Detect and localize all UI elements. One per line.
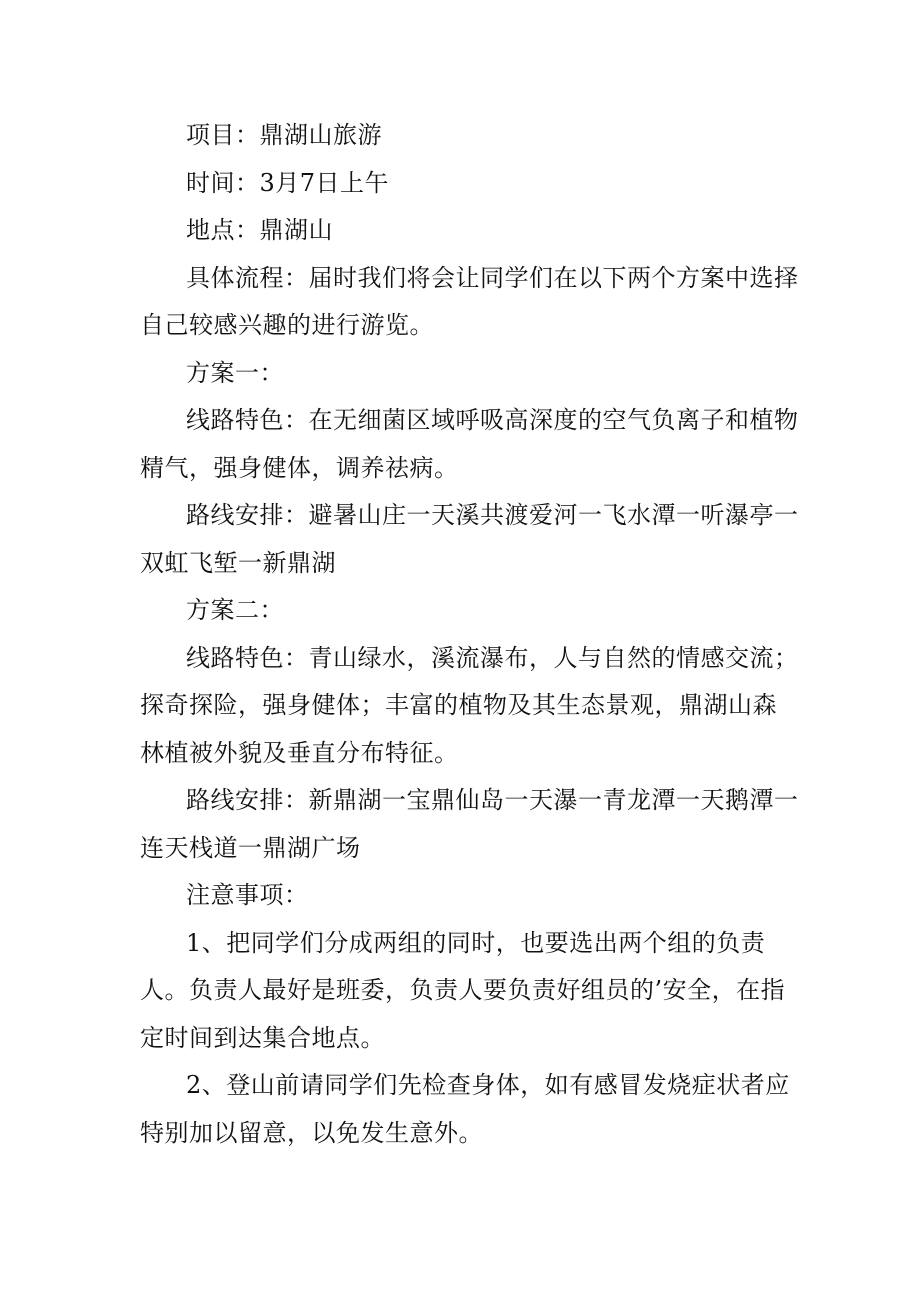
paragraph-process: 具体流程：届时我们将会让同学们在以下两个方案中选择自己较感兴趣的进行游览。 [140, 263, 799, 339]
paragraph-notes-heading: 注意事项： [186, 881, 309, 909]
paragraph-plan-two-route: 路线安排：新鼎湖一宝鼎仙岛一天瀑一青龙潭一天鹅潭一连天栈道一鼎湖广场 [140, 786, 799, 862]
paragraph-location: 地点：鼎湖山 [186, 216, 333, 244]
paragraph-plan-one-route: 路线安排：避暑山庄一天溪共渡爱河一飞水潭一听瀑亭一双虹飞堑一新鼎湖 [140, 501, 799, 577]
paragraph-note-one: 1、把同学们分成两组的同时，也要选出两个组的负责人。负责人最好是班委，负责人要负责好组员的’安全，在指定时间到达集合地点。 [140, 928, 786, 1052]
document-body [140, 112, 800, 1157]
paragraph-plan-one-feature: 线路特色：在无细菌区域呼吸高深度的空气负离子和植物精气，强身健体，调养祛病。 [140, 406, 799, 482]
paragraph-time: 时间：3月7日上午 [186, 168, 390, 197]
paragraph-plan-one-heading: 方案一： [186, 358, 284, 387]
paragraph-note-two: 2、登山前请同学们先检查身体，如有感冒发烧症状者应特别加以留意，以免发生意外。 [140, 1071, 790, 1147]
paragraph-plan-two-feature: 线路特色：青山绿水，溪流瀑布，人与自然的情感交流；探奇探险，强身健体；丰富的植物及其生态景观，鼎湖山森林植被外貌及垂直分布特征。 [140, 643, 799, 767]
paragraph-project: 项目：鼎湖山旅游 [186, 121, 382, 149]
paragraph-plan-two-heading: 方案二： [186, 596, 284, 624]
